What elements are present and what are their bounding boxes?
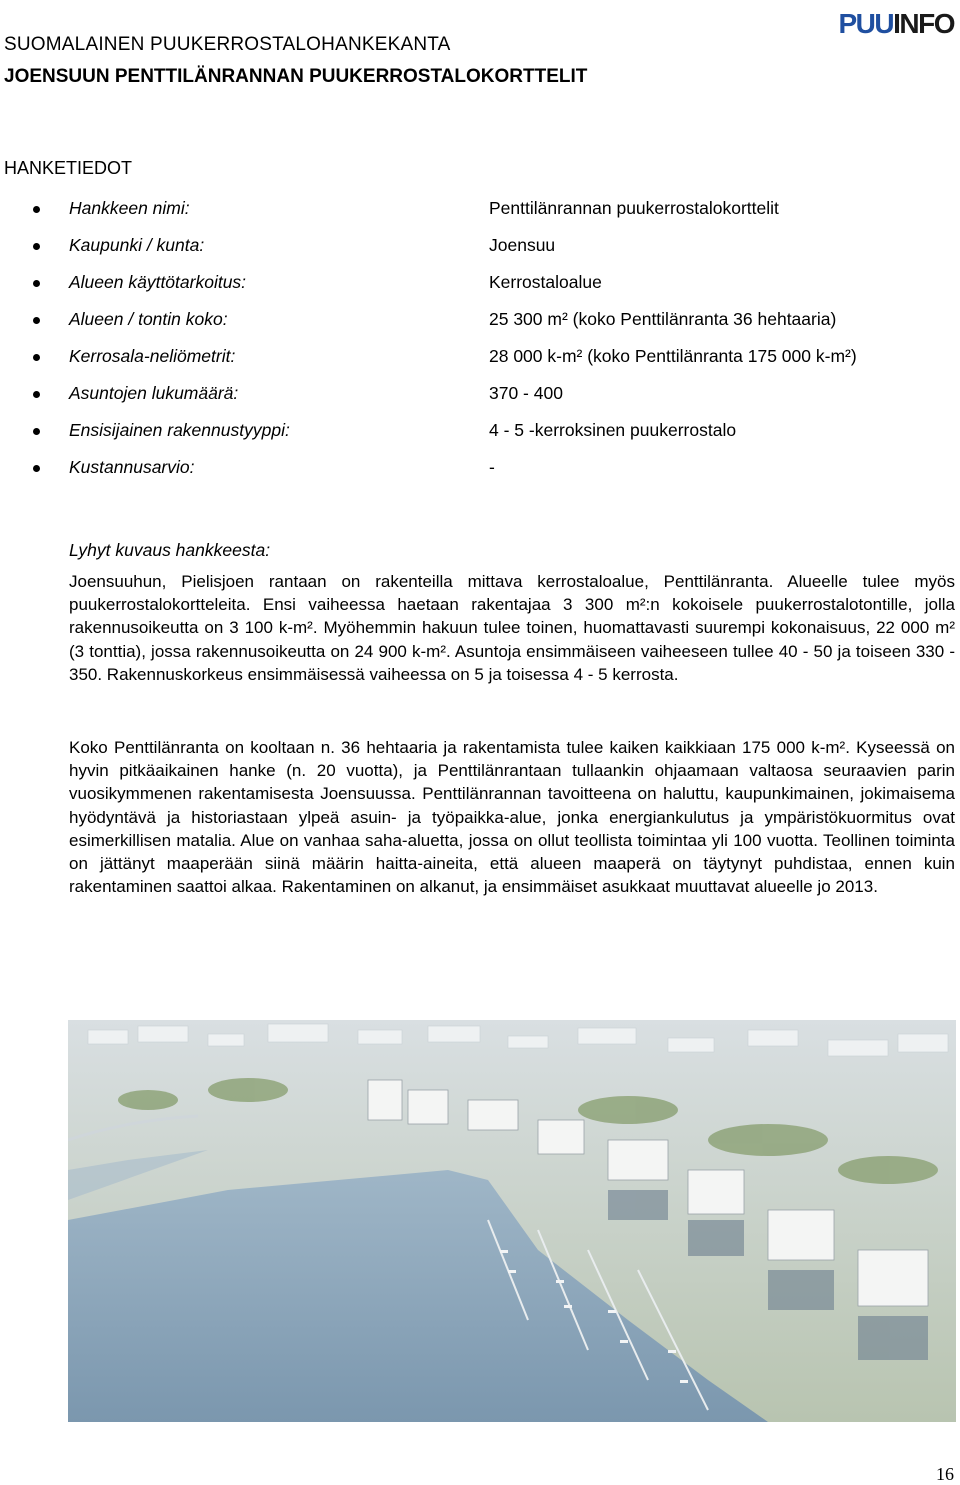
bullet-icon [33,465,40,472]
fact-value: Joensuu [489,235,556,255]
document-title: JOENSUUN PENTTILÄNRANNAN PUUKERROSTALOKORTTELIT [4,66,588,87]
fact-label: Kustannusarvio: [69,457,195,477]
list-item [0,272,960,309]
bullet-icon [33,391,40,398]
fact-label: Ensisijainen rakennustyyppi: [69,420,290,440]
document-supertitle: SUOMALAINEN PUUKERROSTALOHANKEKANTA [4,34,451,55]
area-rendering-image [68,1020,956,1422]
fact-label: Hankkeen nimi: [69,198,190,218]
fact-value: Penttilänrannan puukerrostalokorttelit [489,198,779,218]
list-item [0,309,960,346]
bullet-icon [33,243,40,250]
list-item [0,346,960,383]
fact-value: - [489,457,495,477]
section-title: HANKETIEDOT [4,158,133,178]
description-paragraph-2: Koko Penttilänranta on kooltaan n. 36 hehtaaria ja rakentamista tulee kaiken kaikkiaan 175 000 k-m². Kyseessä on hyvin pitkäaikainen hanke (n. 20 vuotta), ja Penttilänrantaan tullaankin ohjaamaan valtaosa seuraavien parin vuosikymmenen rakentamisesta Joensuussa. Penttilänrannan tavoitteena on haluttu, kaupunkimainen, jokimaisema hyödyntävä ja historiastaan ylpeä asuin- ja työpaikka-alue, jonka energiankulutus ja ympäristökuormitus ovat esimerkillisen matalia. Alue on vanhaa saha-aluetta, jossa on ollut teollista toimintaa yli 100 vuotta. Teollinen toiminta on jättänyt maaperään siinä määrin haitta-aineita, että alueen maaperä on täytynyt puhdistaa, ennen kuin rakentaminen saattoi alkaa. Rakentaminen on alkanut, ja ensimmäiset asukkaat muuttavat alueelle jo 2013. [69,738,955,897]
fact-value: 4 - 5 -kerroksinen puukerrostalo [489,420,737,440]
list-item [0,420,960,457]
fact-label: Alueen käyttötarkoitus: [69,272,247,292]
bullet-icon [33,317,40,324]
bullet-icon [33,206,40,213]
list-item [0,383,960,420]
list-item [0,457,960,494]
project-facts-list [0,198,960,494]
bullet-icon [33,428,40,435]
fact-value: Kerrostaloalue [489,272,602,292]
fact-label: Kerrosala-neliömetrit: [69,346,236,366]
bullet-icon [33,280,40,287]
description-paragraph-1: Joensuuhun, Pielisjoen rantaan on rakenteilla mittava kerrostaloalue, Penttilänranta. Alueelle tulee myös puukerrostalokortteleita. Ensi vaiheessa haetaan rakentajaa 3 300 m²:n kokoisele puukerrostalotontille, jolla rakennusoikeutta on 3 100 k-m². Myöhemmin hakuun tulee toinen, huomattavasti suurempi kokonaisuus, 22 000 m² (3 tonttia), jossa rakennusoikeutta on 24 900 k-m². Asuntoja ensimmäiseen vaiheeseen tullee 40 - 50 ja toiseen 330 - 350. Rakennuskorkeus ensimmäisessä vaiheessa on 5 ja toisessa 4 - 5 kerrosta. [69,572,955,684]
puuinfo-logo [838,8,954,40]
description-title: Lyhyt kuvaus hankkeesta: [69,540,271,560]
fact-label: Alueen / tontin koko: [69,309,228,329]
fact-value: 370 - 400 [489,383,563,403]
fact-label: Kaupunki / kunta: [69,235,205,255]
fact-value: 25 300 m² (koko Penttilänranta 36 hehtaaria) [489,309,837,329]
logo-puu: PUU [838,8,894,39]
bullet-icon [33,354,40,361]
list-item [0,198,960,235]
fact-value: 28 000 k-m² (koko Penttilänranta 175 000 k-m²) [489,346,857,366]
page-number: 16 [936,1464,954,1484]
logo-info: INFO [893,8,954,39]
list-item [0,235,960,272]
fact-label: Asuntojen lukumäärä: [69,383,239,403]
